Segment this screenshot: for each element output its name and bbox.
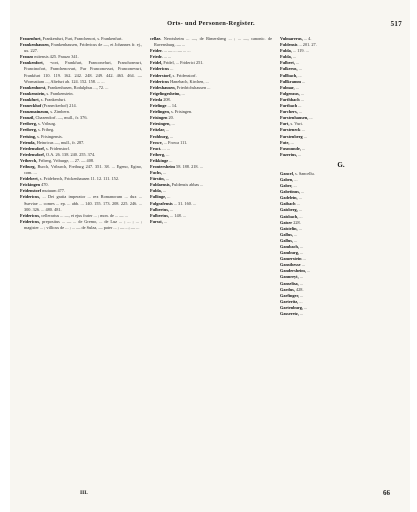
index-entry [20,42,142,54]
index-references: Heinricus —, mull., fr. 287. [35,139,85,145]
index-headword: Fuldaensis, [150,182,171,188]
index-references: ... [300,145,306,151]
index-headword: Frankenstein, [20,90,46,96]
index-references: ... [300,127,305,133]
index-headword: Frider. [150,48,163,54]
index-headword: Ganselisa, [280,280,299,286]
index-references: ... [162,218,168,224]
index-references: 228. [292,219,301,225]
index-entry [150,219,272,225]
index-references: ... Dei gratia imperator ... rex Romanorum ... dux ... Sueviae ... comes ... ep. ... abb. ... 140. 155. 173. 208. 225. 246. ... 300. 326. ... 480. 481. [24,194,142,212]
index-headword: Fulgenzus, [280,90,300,96]
index-entry [20,219,142,231]
index-page [10,0,410,512]
index-headword: Fute, [280,139,290,145]
index-headword: Frankfurt, [20,96,40,102]
index-headword: Gambach, [280,244,299,249]
index-references: ... [161,188,167,194]
index-headword: Franeckhof [20,103,42,109]
index-headword: Friedensdorf, [20,151,45,157]
index-references: 58. 188. 218. ... [174,163,203,169]
index-headword: Furtbach [280,103,298,109]
index-references: ... 31. 160. ... [172,200,197,206]
index-headword: Fulda, [280,48,292,54]
index-references: ... [168,157,173,163]
index-headword: Friedensdorf, [20,145,45,151]
index-headword: Gaisbach, [280,213,299,219]
index-references: 428. [294,286,304,292]
index-headword: Gaben, [280,176,294,182]
index-headword: Friderstorf, [150,72,172,78]
index-references: Frankenhausen, Fridericus de —, et Johannes fr. ej., ux. 227. [24,42,142,54]
index-headword: Fulgrafensis [150,200,173,206]
index-references: ... [295,201,300,207]
index-headword: Garfinger, [280,292,300,298]
index-headword: Fullinge, [150,194,167,200]
index-headword: Furthbach [280,96,300,102]
index-headword: Fuxmunde, [280,145,301,151]
index-references: ... ... [162,54,172,60]
index-references: ... [293,231,298,237]
index-headword: Frauenfurt, [20,36,42,41]
index-references: ... [298,244,304,249]
index-references: ... [297,207,303,213]
index-headword: Fursteneck [280,127,301,133]
index-headword: Frieda [150,96,163,102]
index-headword: Fürstin, [150,176,165,182]
index-references: ... [162,170,167,176]
index-references: ... [165,151,170,157]
index-references: Chazendorf. —, mull., fr. 376. [34,115,88,121]
index-references: ... [297,103,302,109]
index-headword: Freiberg, [20,121,37,127]
index-references: ... [299,96,304,102]
index-columns [20,36,402,488]
index-headword: Fursst, [150,218,163,224]
index-references: ... [301,78,306,84]
index-references: s. Frideberch, Frickenhausen 11. 12. 111. 152. [38,176,120,182]
index-headword: Frontersheim [150,163,175,169]
index-headword: Fullbach, [280,72,298,78]
index-references: Frankenfurt, Furt, Franchenort, s. Frankenfurt. [41,36,123,41]
index-references: ... [292,183,297,189]
index-headword: Friberg, [150,151,166,157]
index-headword: Gansthesse [280,262,301,268]
index-headword: Gannreyt, [280,274,299,280]
index-references: Friberg, Vriburge, ... 27. — 408. [37,157,95,163]
index-references: ... [168,206,174,212]
index-headword: Franzmainzum, [20,109,50,115]
index-headword: Frohburg, [150,133,169,139]
index-references: s. Fridenstorf. [171,72,197,78]
index-references: ... [302,133,307,139]
index-references: ... [168,133,174,139]
index-references: ... [298,250,304,256]
index-headword: Furstenhausen, [280,115,309,121]
index-headword: Furstenberg [280,133,303,139]
index-references: ... [299,292,304,298]
index-column-3 [280,36,402,488]
index-references: ... [166,194,171,200]
index-references: s. Vurt. [289,121,303,127]
index-headword: Fritzlar, [150,127,165,133]
index-references: -vort, Frankfurt, Franconefurt, Franchonvurt, Francinofort, Franchenovurt, Fur Franconovurt, Franconevurt, Frankfurt 110. 119. 162. 242. 248. 249. 442. 463. 464. — Wormatiam ..., Altefurt ab. 124. 152. 158. ... ... [24,60,142,84]
index-headword: Vulmarerus, [280,36,303,41]
index-headword: Fulbertus, [150,212,169,218]
index-references: ... [294,60,300,66]
index-headword: Fridericus, [20,194,41,200]
index-references: ... [293,237,298,243]
index-headword: Fulkerus, [280,66,298,72]
index-headword: Frankenfort, [20,60,44,66]
index-references: ... [297,151,302,157]
index-headword: Fulda, [150,188,162,194]
index-headword: Frigelingesheim, [150,90,181,96]
page-title: Orts- und Personen-Register. [167,20,255,27]
index-headword: Friedr. [150,54,163,60]
sheet-number: 66 [383,489,390,497]
index-references: ... [300,262,305,268]
index-headword: Fridenstorf [20,188,42,194]
index-headword: Fulda, [280,54,292,60]
index-headword: Fridericus, [20,212,41,218]
index-headword: Gardus, [280,286,295,292]
index-references: ... [289,139,294,145]
index-headword: Furt, [280,121,290,127]
index-references: ... [291,54,297,60]
index-entry [150,36,272,48]
index-headword: Frielinge [150,103,167,109]
index-references: Friedrichshausen ... [175,84,211,90]
index-references: mitensis 425. Frauzo 341. [33,54,79,60]
index-headword: Gaistelin, [280,225,298,231]
index-headword: Fridericus, [20,218,41,224]
index-references: ... ... [161,145,170,151]
index-headword: Frickingen [20,182,41,188]
index-references: ... [308,115,313,121]
index-headword: cellae. [150,36,162,41]
index-entry [20,164,142,176]
index-references: ... [294,84,299,90]
index-headword: Freising, [20,133,37,139]
index-references: ... [165,127,170,133]
index-references: ... [180,90,185,96]
index-references: ... 14. [166,103,178,109]
index-references: ... Frowa 111. [162,139,188,145]
index-headword: Frauzo [20,54,34,60]
index-headword: Gancel, [280,170,294,176]
index-headword: Gasseretz, [280,311,299,317]
index-references: ... [297,195,302,201]
index-references: ... [297,66,302,72]
index-references: ... [298,274,303,280]
index-references: ... [170,121,175,127]
index-headword: Gaiser [280,219,293,225]
index-headword: Frankenhorst, [20,84,47,90]
index-column-1 [20,36,142,488]
index-headword: Fridericus [150,66,170,72]
signature-mark: III. [80,490,88,496]
index-headword: Fridericus [150,78,170,84]
index-entry [280,311,402,317]
index-references: ... [293,176,298,182]
index-headword: Frideshausen, [150,84,176,90]
index-headword: Furchers, [280,109,298,115]
index-headword: Friburg, [20,163,36,169]
index-headword: Frisingen [150,115,168,121]
index-headword: Gaber, [280,183,293,189]
index-references: ... 201. 27. [297,42,317,48]
index-references: 208. [162,96,171,102]
index-headword: Fuzerius, [280,151,298,157]
index-references: ... [169,66,174,72]
index-headword: Garteritz, [280,298,299,304]
index-entry [20,60,142,84]
index-headword: Friesingen, [150,121,171,127]
index-references: ... [298,280,304,286]
index-headword: Gandersheim, [280,268,306,274]
index-headword: Gamerstein [280,256,302,262]
index-headword: Fruct. [150,145,162,151]
index-references: Fridel, ... Friderici 251. [162,60,204,66]
index-references: mutuum 477. [41,188,66,194]
index-references: s. Frisingensis. [36,133,63,139]
index-headword: Gaisberg, [280,207,298,213]
index-references: ... 119. ... [291,48,309,54]
index-headword: Gallus, [280,231,294,237]
index-references: ... [298,311,304,317]
index-headword: Fulbert, [280,60,295,66]
index-references: ... [297,72,302,78]
index-references: ... 4. [302,36,312,41]
index-references: O.A. 26. 138. 240. 255. 374. [44,151,96,157]
index-references: s. Fribeg. [36,127,55,133]
index-column-2 [150,36,272,488]
index-headword: Gabetinus, [280,189,300,195]
index-references: ... 148. ... [168,212,187,218]
index-headword: Gadelein, [280,195,298,201]
index-references: ... [297,109,302,115]
page-number: 517 [390,20,402,28]
index-headword: Gallus, [280,237,294,243]
index-references: s. Sancellu. [293,170,315,176]
index-headword: Fulmar, [280,84,295,90]
index-references: ... [303,304,308,310]
index-references: s. Frankenstein. [45,90,74,96]
index-headword: Gamburg, [280,250,299,256]
index-references: s. Fridenstorf. [44,145,71,151]
index-headword: Vriberch, [20,157,38,163]
index-references: s. Frankenfurt. [39,96,66,102]
index-references: ... [297,225,302,231]
index-references: cellerarius ... —, et ejus frater ... ; mon. de ... — ... [40,212,128,218]
index-references: ... [299,189,305,195]
index-references: Frankenhusen, Rodulphus ..., 72. ... [46,84,109,90]
index-headword: Frienda, [20,139,36,145]
index-references: s. Vriburg. [36,121,57,127]
section-letter: G. [337,160,345,169]
index-references: Hanebach, Kirchen, ... [169,78,209,84]
running-head [20,20,402,32]
index-headword: Frowe, [150,139,163,145]
index-references: (Franeckerhof) 214. [41,103,77,109]
index-references: ... — ... — ... ... [162,48,191,54]
index-references: ... [305,268,311,274]
index-references: Nerotsheim ... —, de Rimersberg ... ; ... —, canonic. de Ravensburg. — ... [154,36,272,48]
index-headword: Fridel, [150,60,163,66]
index-references: s. Zimbern. [49,109,71,115]
index-headword: Frikkinge [150,157,169,163]
index-references: 20. [167,115,174,121]
index-headword: Frielingen, [150,109,170,115]
index-references: Burch, Vriburch, Freiburg 247. 351. 38. ... Egeno, Egino, com. ... [24,163,142,176]
index-headword: Fulbertus, [150,206,169,212]
index-headword: Gaibach [280,201,296,207]
index-references: ... [164,176,169,182]
index-headword: Fullkramm [280,78,302,84]
index-references: s. Frisingen. [169,109,193,115]
index-headword: Fridebert, [20,176,39,182]
index-headword: Frankenhausen, [20,42,50,48]
index-references: prepositus ... — ... de Gremo, ... de Luz ... ; ... ; ... ; magister ... ; villicus de ... ; ... — de Sulza, — pater ... ; — ...; — ... [24,218,142,230]
index-references: 470. [40,182,49,188]
index-headword: Freiberg, [20,127,37,133]
index-headword: Fuldensis [280,42,298,48]
index-references: ... [301,256,306,262]
index-headword: Franzil, [20,115,35,121]
index-entry [20,194,142,212]
index-headword: Fuchs, [150,170,163,176]
index-headword: Gartenburg, [280,304,304,310]
index-references: Fuldensis abbas ... [170,182,204,188]
index-references: ... [298,298,303,304]
index-references: ... [299,90,304,96]
index-entry [280,152,402,158]
index-references: ... [298,213,303,219]
